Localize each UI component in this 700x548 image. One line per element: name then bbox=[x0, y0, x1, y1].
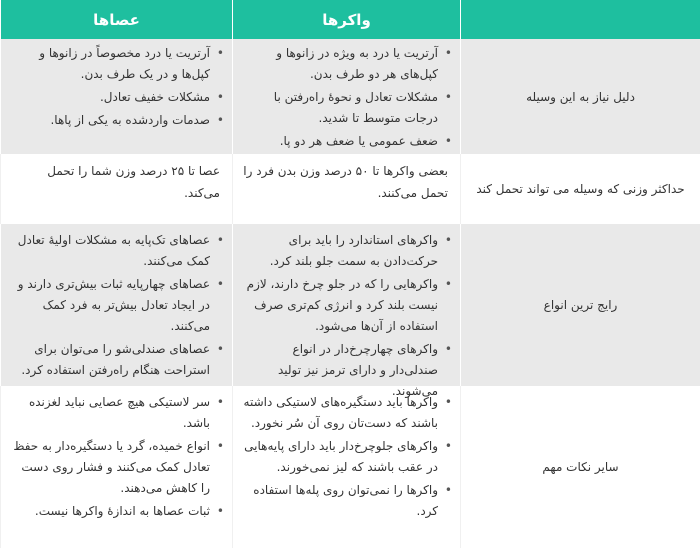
list-item: • آرتریت یا درد به ویژه در زانوها و کپل‌های هر دو طرف بدن. bbox=[241, 43, 438, 85]
list-item: • صدمات واردشده به یکی از پاها. bbox=[9, 110, 210, 131]
canes-cell bbox=[0, 39, 232, 154]
canes-cell bbox=[0, 386, 232, 548]
list-item: • ضعف عمومی یا ضعف هر دو پا. bbox=[241, 131, 438, 152]
table-row bbox=[0, 386, 700, 548]
table-row bbox=[0, 39, 700, 154]
list-item: • واکرهای جلوچرخ‌دار باید دارای پایه‌هایی در عقب باشند که لیز نمی‌خورند. bbox=[241, 436, 438, 478]
canes-cell: عصا تا ۲۵ درصد وزن شما را تحمل می‌کند. bbox=[0, 154, 232, 224]
canes-cell bbox=[0, 224, 232, 386]
list-item: • واکرهایی را که در جلو چرخ دارند، لازم نیست بلند کرد و انرژی کم‌تری صرف استفاده از آن‌ها می‌شود. bbox=[241, 274, 438, 337]
list-item: • انواع خمیده، گرد یا دستگیره‌دار به حفظ تعادل کمک می‌کنند و فشار روی دست را کاهش می‌دهند. bbox=[9, 436, 210, 499]
list-item: • واکرهای چهارچرخ‌دار در انواع صندلی‌دار و دارای ترمز نیز تولید می‌شوند. bbox=[241, 339, 438, 402]
walkers-cell: بعضی واکرها تا ۵۰ درصد وزن بدن فرد را تحمل می‌کنند. bbox=[232, 154, 460, 224]
list-item: • ثبات عصاها به اندازهٔ واکرها نیست. bbox=[9, 501, 210, 522]
walkers-cell bbox=[232, 224, 460, 398]
list-item: • واکرها را نمی‌توان روی پله‌ها استفاده کرد. bbox=[241, 480, 438, 522]
table-row bbox=[0, 224, 700, 398]
walkers-cell bbox=[232, 386, 460, 548]
list-item: • واکرها باید دستگیره‌های لاستیکی داشته باشند که دست‌تان روی آن سُر نخورد. bbox=[241, 392, 438, 434]
list-item: • آرتریت یا درد مخصوصاً در زانوها و کپل‌ها و در یک طرف بدن. bbox=[9, 43, 210, 85]
table-header bbox=[0, 0, 700, 39]
list-item: • عصاهای تک‌پایه به مشکلات اولیهٔ تعادل کمک می‌کنند. bbox=[9, 230, 210, 272]
list-item: • عصاهای صندلی‌شو را می‌توان برای استراحت هنگام راه‌رفتن استفاده کرد. bbox=[9, 339, 210, 381]
row-label: حداکثر وزنی که وسیله می تواند تحمل کند bbox=[460, 154, 700, 224]
table-row bbox=[0, 154, 700, 224]
header-canes: عصاها bbox=[0, 0, 232, 39]
row-label: سایر نکات مهم bbox=[460, 386, 700, 548]
list-item: • مشکلات تعادل و نحوهٔ راه‌رفتن با درجات متوسط تا شدید. bbox=[241, 87, 438, 129]
walkers-cell bbox=[232, 39, 460, 154]
header-label-cell bbox=[460, 0, 700, 39]
row-label: دلیل نیاز به این وسیله bbox=[460, 39, 700, 154]
list-item: • عصاهای چهارپایه ثبات بیش‌تری دارند و در ایجاد تعادل بیش‌تر به فرد کمک می‌کنند. bbox=[9, 274, 210, 337]
header-walkers: واکرها bbox=[232, 0, 460, 39]
list-item: • سر لاستیکی هیچ عصایی نباید لغزنده باشد. bbox=[9, 392, 210, 434]
list-item: • واکرهای استاندارد را باید برای حرکت‌دادن به سمت جلو بلند کرد. bbox=[241, 230, 438, 272]
list-item: • مشکلات خفیف تعادل. bbox=[9, 87, 210, 108]
row-label: رایج ترین انواع bbox=[460, 224, 700, 386]
